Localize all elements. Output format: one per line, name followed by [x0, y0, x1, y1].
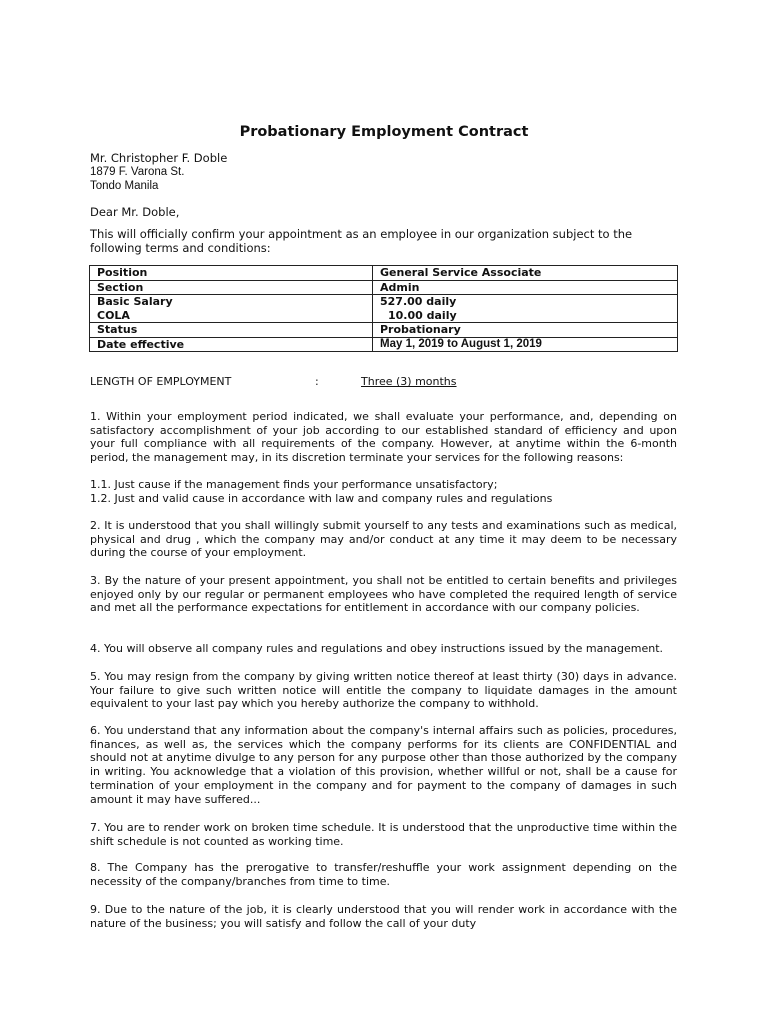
status-value: Probationary [373, 323, 678, 338]
paragraph-7: 7. You are to render work on broken time schedule. It is understood that the unproductive time within the shift schedule is not counted as working time. [90, 821, 677, 848]
section-value: Admin [373, 280, 678, 295]
paragraph-1-2: 1.2. Just and valid cause in accordance with law and company rules and regulations [90, 492, 553, 505]
cola-value: 10.00 daily [388, 308, 457, 322]
paragraph-6: 6. You understand that any information about the company's internal affairs such as policies, procedures, finances, as well as, the services which the company performs for its clients are CONFIDENTIAL and should not at anytime divulge to any person for any purpose other than those authorized by the company in writing. You acknowledge that a violation of this provision, whether willful or not, shall be a cause for termination of your employment in the company and for payment to the company of damages in such amount it may have suffered... [90, 724, 677, 806]
paragraph-3: 3. By the nature of your present appointment, you shall not be entitled to certain benefits and privileges enjoyed only by our regular or permanent employees who have completed the required length of service and met all the performance expectations for entitlement in accordance with our company policies. [90, 574, 677, 615]
date-effective-label: Date effective [90, 337, 373, 352]
recipient-street: 1879 F. Varona St. [90, 166, 185, 178]
section-label: Section [90, 280, 373, 295]
basic-salary-value: 527.00 daily [380, 295, 457, 308]
paragraph-1-1: 1.1. Just cause if the management finds your performance unsatisfactory; [90, 478, 498, 491]
paragraph-5: 5. You may resign from the company by giving written notice thereof at least thirty (30) days in advance. Your failure to give such written notice will entitle the company to liquidate damages in the amount equivalent to your last pay which you hereby authorize the company to withhold. [90, 670, 677, 711]
salary-values-cell [373, 295, 678, 323]
paragraph-8: 8. The Company has the prerogative to transfer/reshuffle your work assignment depending on the necessity of the company/branches from time to time. [90, 861, 677, 888]
salary-labels-cell [90, 295, 373, 323]
length-label: LENGTH OF EMPLOYMENT [90, 375, 232, 388]
table-row [90, 337, 678, 352]
document-title: Probationary Employment Contract [239, 124, 529, 140]
basic-salary-label: Basic Salary [97, 295, 173, 308]
paragraph-9: 9. Due to the nature of the job, it is clearly understood that you will render work in accordance with the nature of the business; you will satisfy and follow the call of your duty [90, 903, 677, 930]
table-row [90, 266, 678, 281]
table-row [90, 323, 678, 338]
recipient-name: Mr. Christopher F. Doble [90, 151, 228, 165]
paragraph-2: 2. It is understood that you shall willingly submit yourself to any tests and examinations such as medical, physical and drug , which the company may and/or conduct at any time it may deem to be necessary during the course of your employment. [90, 519, 677, 560]
position-value: General Service Associate [373, 266, 678, 281]
terms-table [89, 265, 678, 352]
paragraph-1: 1. Within your employment period indicated, we shall evaluate your performance, and, depending on satisfactory accomplishment of your job according to our established standard of efficiency and upon your full compliance with all requirements of the company. However, at anytime within the 6-month period, the management may, in its discretion terminate your services for the following reasons: [90, 410, 677, 465]
date-effective-value: May 1, 2019 to August 1, 2019 [373, 337, 678, 352]
status-label: Status [90, 323, 373, 338]
recipient-city: Tondo Manila [90, 180, 159, 192]
length-colon: : [315, 375, 319, 388]
recipient-address [90, 151, 227, 193]
paragraph-4: 4. You will observe all company rules and regulations and obey instructions issued by the management. [90, 642, 664, 655]
table-row [90, 280, 678, 295]
cola-label: COLA [97, 308, 130, 322]
intro-paragraph: This will officially confirm your appointment as an employee in our organization subject to the following terms and conditions: [90, 227, 633, 255]
salutation: Dear Mr. Doble, [90, 205, 180, 219]
length-value: Three (3) months [361, 375, 457, 388]
position-label: Position [90, 266, 373, 281]
table-row [90, 295, 678, 323]
